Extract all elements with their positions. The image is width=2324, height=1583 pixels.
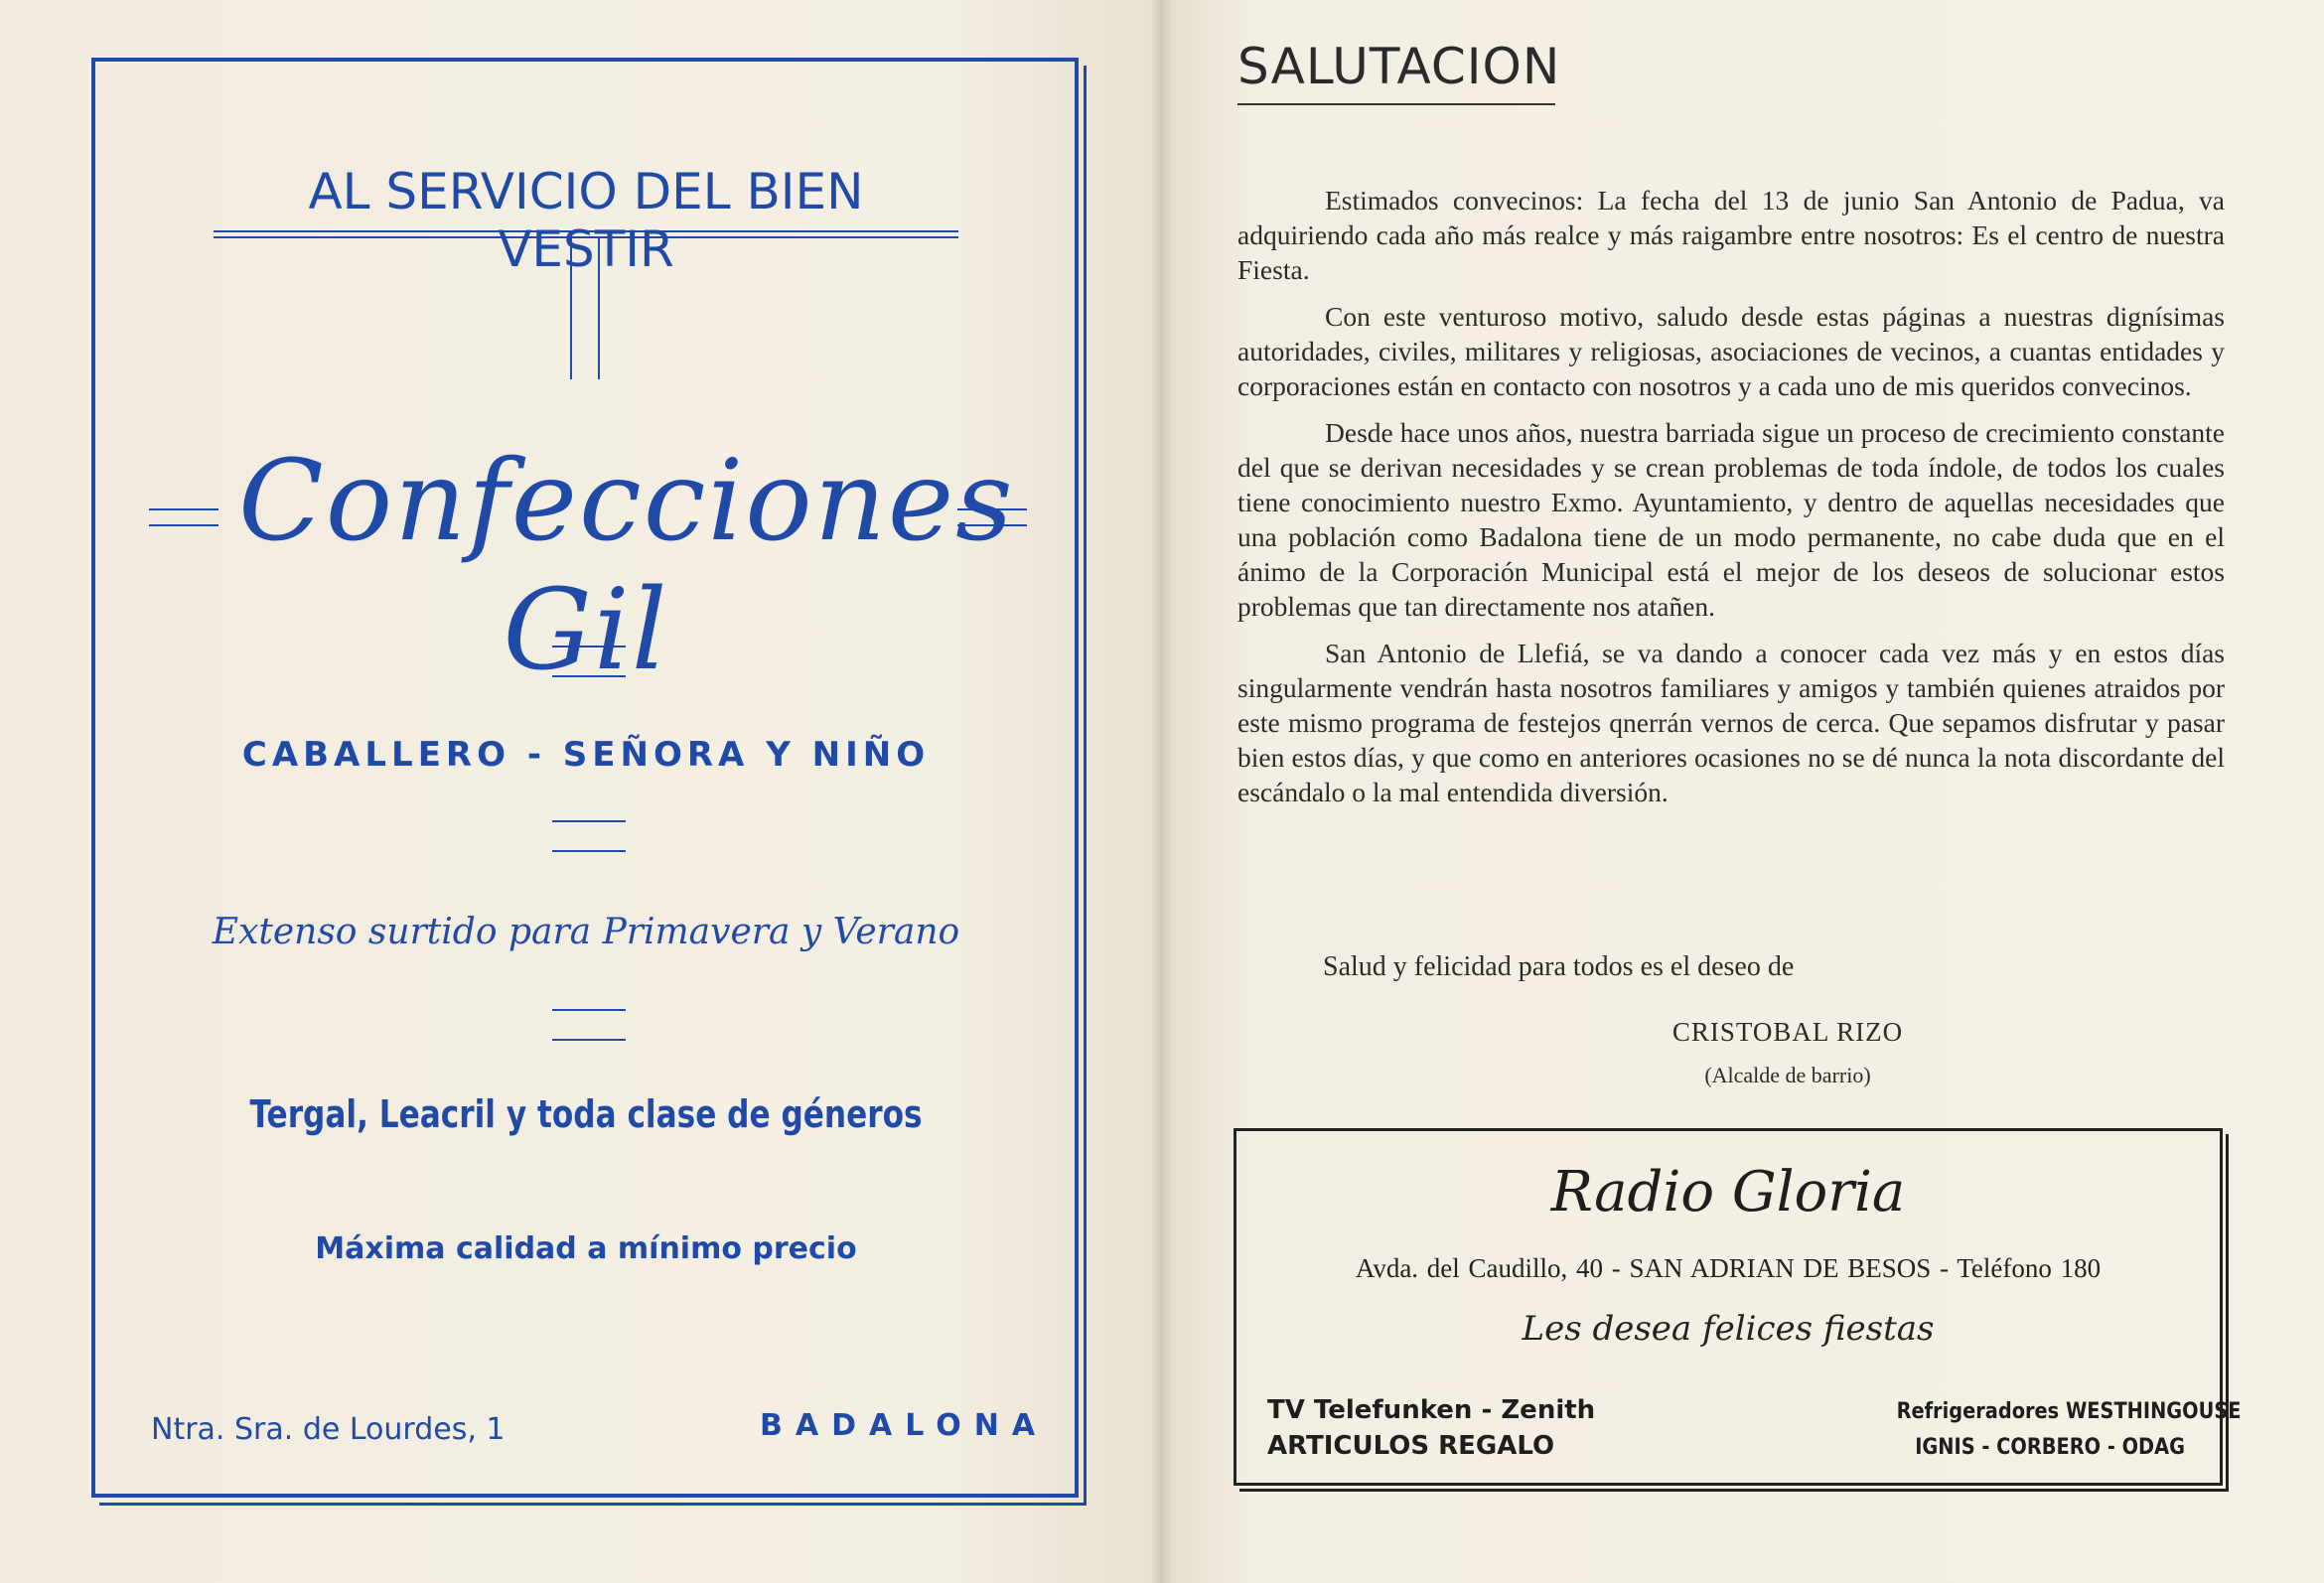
audience-line: CABALLERO - SEÑORA Y NIÑO <box>241 735 931 775</box>
divider <box>552 820 626 822</box>
title-underline <box>1237 103 1555 105</box>
divider <box>552 850 626 852</box>
brand-dash-left-2 <box>149 524 218 526</box>
page-title: SALUTACION <box>1237 38 1561 95</box>
paragraph: San Antonio de Llefiá, se va dando a conocer cada vez más y en estos días singularmente vendrán hasta nosotros familiares y amigos y también quienes atraidos por este mismo programa de festejos qnerrán vernos de cerca. Que sepamos disfrutar y pasar bien estos días, y que como en anteriores ocasiones no se dé nunca la nota discordante del escándalo o la mal entendida diversión. <box>1237 638 2225 807</box>
radio-ad-right-line: IGNIS - CORBERO - ODAG <box>1915 1435 2185 1460</box>
radio-ad-left-line: ARTICULOS REGALO <box>1267 1431 1555 1461</box>
page-gutter <box>1150 0 1172 1583</box>
divider <box>552 675 626 677</box>
brand-name: Confecciones Gil <box>238 437 1015 695</box>
paragraph: Con este venturoso motivo, saludo desde estas páginas a nuestras dignísimas autoridades, civiles, militares y religiosas, asociaciones de vecinos, a cuantas entidades y corporaciones están en contacto con nosotros y a cada uno de mis queridos convecinos. <box>1237 301 2225 401</box>
radio-ad-left-products <box>1267 1392 1595 1464</box>
radio-ad-title: Radio Gloria <box>1550 1160 1906 1224</box>
divider <box>552 1009 626 1011</box>
divider <box>552 1039 626 1041</box>
ad-header: AL SERVICIO DEL BIEN VESTIR <box>308 163 864 278</box>
salutation-body <box>1237 183 2225 821</box>
brand-dash-left <box>149 508 218 510</box>
slogan: Máxima calidad a mínimo precio <box>315 1231 857 1266</box>
signer-name: CRISTOBAL RIZO <box>1671 1017 1904 1047</box>
paragraph: Desde hace unos años, nuestra barriada sigue un proceso de crecimiento constante del que se derivan necesidades y se crean problemas de toda índole, de todos los cuales tiene conocimiento nuestro Exmo. Ayuntamiento, y dentro de aquellas necesidades que una población como Badalona tiene de un modo permanente, no cabe duda que en el ánimo de la Corporación Municipal está el mejor de los deseos de solucionar estos problemas que tan directamente nos atañen. <box>1237 417 2225 622</box>
paragraph: Estimados convecinos: La fecha del 13 de junio San Antonio de Padua, va adquiriendo cada año más realce y más raigambre entre nosotros: Es el centro de nuestra Fiesta. <box>1237 185 2225 285</box>
radio-ad-address: Avda. del Caudillo, 40 - SAN ADRIAN DE BESOS - Teléfono 180 <box>1355 1253 2102 1283</box>
divider <box>552 646 626 648</box>
closing-line: Salud y felicidad para todos es el deseo de <box>1323 951 1795 982</box>
radio-ad-right-line: Refrigeradores WESTHINGOUSE <box>1896 1399 2242 1424</box>
shop-city: BADALONA <box>760 1408 1049 1443</box>
ad-header-rule <box>214 230 958 232</box>
ad-vertical-rule-2 <box>598 238 600 379</box>
fabrics-line: Tergal, Leacril y toda clase de géneros <box>249 1092 923 1136</box>
shop-address: Ntra. Sra. de Lourdes, 1 <box>151 1412 506 1447</box>
ad-vertical-rule <box>570 238 572 379</box>
assortment-line: Extenso surtido para Primavera y Verano <box>212 912 960 952</box>
radio-ad-right-products <box>1896 1394 2242 1466</box>
radio-ad-wish: Les desea felices fiestas <box>1522 1309 1935 1349</box>
signer-role: (Alcalde de barrio) <box>1704 1063 1871 1087</box>
ad-header-rule-2 <box>214 236 958 238</box>
radio-ad-left-line: TV Telefunken - Zenith <box>1267 1395 1596 1425</box>
